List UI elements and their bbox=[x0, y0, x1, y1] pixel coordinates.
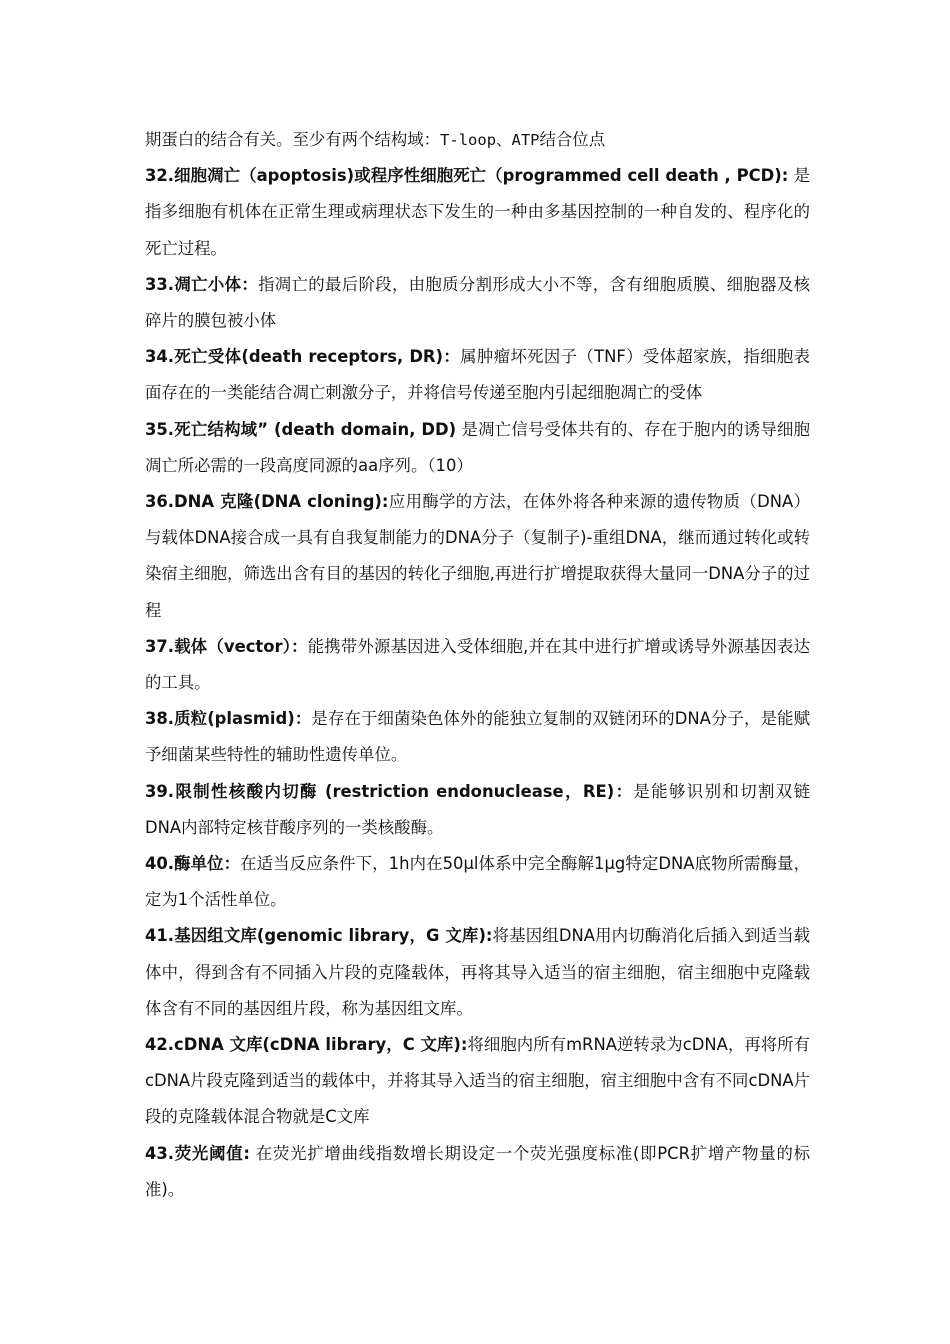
definition-37 bbox=[145, 629, 810, 701]
definition-38 bbox=[145, 701, 810, 773]
definition-33 bbox=[145, 267, 810, 339]
definition-body: 在荧光扩增曲线指数增长期设定一个荧光强度标准(即PCR扩增产物量的标准)。 bbox=[145, 1143, 811, 1199]
definition-term: 43.荧光阈值: bbox=[145, 1143, 250, 1163]
definition-term: 41.基因组文库(genomic library，G 文库): bbox=[145, 926, 493, 946]
definition-term: 32.细胞凋亡（apoptosis)或程序性细胞死亡（programmed cell death , PCD): bbox=[145, 166, 789, 186]
definition-41 bbox=[145, 918, 810, 1027]
paragraph-text-mono: T-loop、ATP bbox=[440, 131, 540, 149]
definition-body: 是存在于细菌染色体外的能独立复制的双链闭环的DNA分子，是能赋予细菌某些特性的辅助性遗传单位。 bbox=[145, 709, 810, 765]
definition-body: 应用酶学的方法，在体外将各种来源的遗传物质（DNA）与载体DNA接合成一具有自我复制能力的DNA分子（复制子)-重组DNA，继而通过转化或转染宿主细胞，筛选出含有目的基因的转化子细胞,再进行扩增提取获得大量同一DNA分子的过程 bbox=[145, 492, 810, 620]
definition-32 bbox=[145, 158, 810, 267]
definition-body: 是能够识别和切割双链DNA内部特定核苷酸序列的一类核酸酶。 bbox=[145, 781, 811, 837]
definition-term: 35.死亡结构域” (death domain, DD) bbox=[145, 419, 457, 439]
document-body bbox=[145, 122, 810, 1208]
definition-term: 42.cDNA 文库(cDNA library，C 文库): bbox=[145, 1035, 468, 1055]
paragraph-continuation bbox=[145, 122, 810, 158]
definition-term: 36.DNA 克隆(DNA cloning): bbox=[145, 492, 389, 512]
definition-term: 37.载体（vector）： bbox=[145, 636, 308, 656]
definition-term: 38.质粒(plasmid)： bbox=[145, 709, 312, 729]
paragraph-text: 结合位点 bbox=[539, 130, 606, 149]
definition-term: 39.限制性核酸内切酶 (restriction endonuclease，RE)： bbox=[145, 781, 634, 801]
definition-term: 40.酶单位： bbox=[145, 854, 241, 874]
paragraph-text: 期蛋白的结合有关。至少有两个结构域： bbox=[145, 130, 441, 149]
definition-42 bbox=[145, 1027, 810, 1136]
definition-body: 能携带外源基因进入受体细胞,并在其中进行扩增或诱导外源基因表达的工具。 bbox=[145, 636, 810, 693]
definition-body: 是指多细胞有机体在正常生理或病理状态下发生的一种由多基因控制的一种自发的、程序化的死亡过程。 bbox=[145, 166, 810, 258]
definition-35 bbox=[145, 412, 810, 484]
definition-body: 在适当反应条件下，1h内在50μl体系中完全酶解1μg特定DNA底物所需酶量，定为1个活性单位。 bbox=[145, 854, 810, 910]
definition-34 bbox=[145, 339, 810, 411]
definition-body: 指凋亡的最后阶段，由胞质分割形成大小不等，含有细胞质膜、细胞器及核碎片的膜包被小体 bbox=[145, 274, 810, 331]
definition-body: 属肿瘤坏死因子（TNF）受体超家族，指细胞表面存在的一类能结合凋亡刺激分子，并将信号传递至胞内引起细胞凋亡的受体 bbox=[145, 347, 810, 403]
definition-40 bbox=[145, 846, 810, 918]
definition-36 bbox=[145, 484, 810, 629]
definition-term: 34.死亡受体(death receptors, DR)： bbox=[145, 347, 461, 367]
definition-body: 将基因组DNA用内切酶消化后插入到适当载体中，得到含有不同插入片段的克隆载体，再将其导入适当的宿主细胞，宿主细胞中克隆载体含有不同的基因组片段，称为基因组文库。 bbox=[145, 926, 811, 1018]
definition-body: 是凋亡信号受体共有的、存在于胞内的诱导细胞凋亡所必需的一段高度同源的aa序列。（10） bbox=[145, 419, 810, 475]
definition-term: 33.凋亡小体： bbox=[145, 274, 259, 294]
definition-body: 将细胞内所有mRNA逆转录为cDNA，再将所有cDNA片段克隆到适当的载体中，并将其导入适当的宿主细胞，宿主细胞中含有不同cDNA片段的克隆载体混合物就是C文库 bbox=[145, 1035, 810, 1127]
definition-43 bbox=[145, 1136, 810, 1208]
definition-39 bbox=[145, 774, 810, 846]
